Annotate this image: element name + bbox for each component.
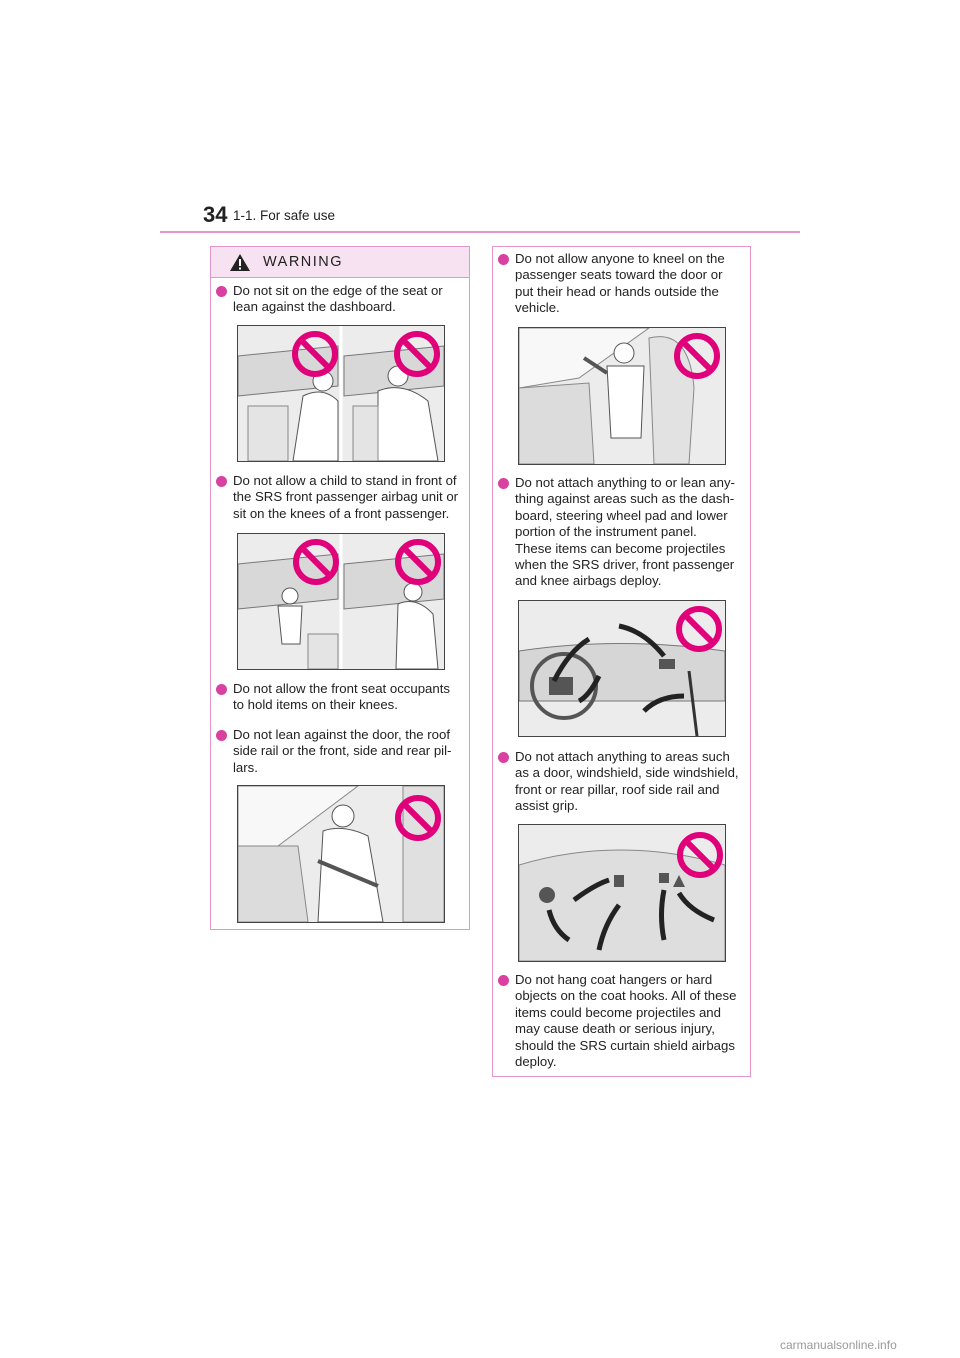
list-item: Do not hang coat hangers or hard objects on the coat hooks. All of these items could become projectiles and may cause death or serious injury, should the SRS curtain shield airbags deploy.	[497, 972, 736, 1070]
bullet-icon	[498, 478, 509, 489]
illustration-sitting-on-seat-edge	[237, 325, 445, 462]
list-item: Do not attach anything to or lean any- thing against areas such as the dash- board, steering wheel pad and lower portion of the instrument panel. These items can become projectiles when the SRS driver, front passenger and knee airbags deploy.	[497, 475, 735, 590]
illustration-leaning-on-door	[237, 785, 445, 923]
bullet-icon	[216, 684, 227, 695]
list-item: Do not allow the front seat occupants to hold items on their knees.	[215, 681, 450, 714]
illustration-child-standing	[237, 533, 445, 670]
bullet-icon	[216, 476, 227, 487]
illustration-interior-pillars	[518, 824, 726, 962]
bullet-icon	[216, 286, 227, 297]
bullet-icon	[498, 752, 509, 763]
header-rule	[160, 231, 800, 233]
list-item: Do not allow anyone to kneel on the passenger seats toward the door or put their head or hands outside the vehicle.	[497, 251, 725, 317]
list-item: Do not attach anything to areas such as a door, windshield, side windshield, front or rear pillar, roof side rail and assist grip.	[497, 749, 739, 815]
list-item: Do not sit on the edge of the seat or lean against the dashboard.	[215, 283, 443, 316]
warning-box-left	[210, 246, 470, 930]
illustration-kneeling-on-seat	[518, 327, 726, 465]
list-item: Do not lean against the door, the roof side rail or the front, side and rear pil- lars.	[215, 727, 451, 776]
bullet-icon	[498, 254, 509, 265]
list-item: Do not allow a child to stand in front of the SRS front passenger airbag unit or sit on the knees of a front passenger.	[215, 473, 458, 522]
section-title: 1-1. For safe use	[233, 208, 336, 223]
warning-box-right	[492, 246, 751, 1077]
illustration-dashboard-objects	[518, 600, 726, 737]
warning-header	[211, 247, 469, 278]
bullet-icon	[498, 975, 509, 986]
warning-title: WARNING	[263, 254, 344, 270]
bullet-icon	[216, 730, 227, 741]
page-number: 34	[203, 202, 228, 227]
warning-triangle-icon	[229, 253, 251, 272]
watermark: carmanualsonline.info	[780, 1338, 897, 1352]
